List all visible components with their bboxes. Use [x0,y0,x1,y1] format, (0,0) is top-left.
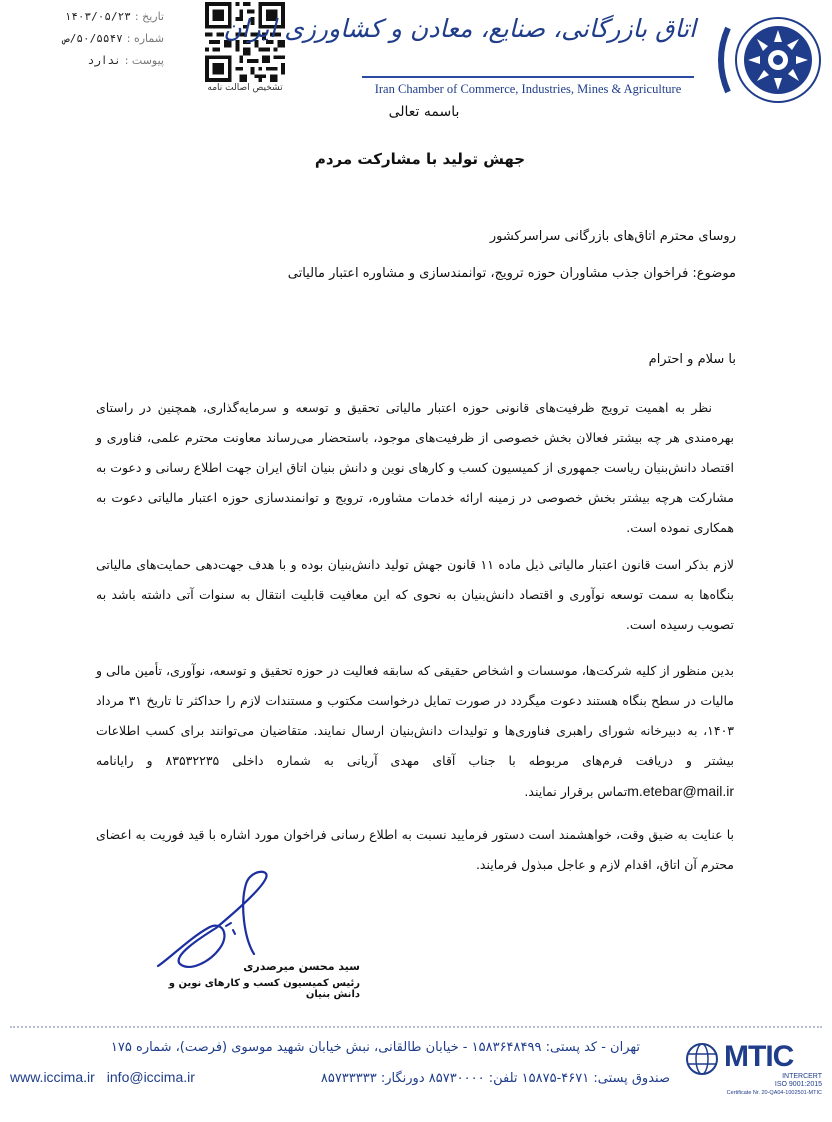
number-label: شماره : [126,32,164,45]
website-link[interactable]: www.iccima.ir [10,1069,95,1085]
contact-email-link[interactable]: m.etebar@mail.ir [627,783,734,799]
cert-line-3: Certificate Nr. 20-QA04-1002501-MTIC [726,1090,822,1096]
chamber-emblem-icon [706,10,824,110]
cert-line-2: ISO 9001:2015 [774,1081,822,1088]
paragraph-4: با عنایت به ضیق وقت، خواهشمند است دستور فرمایید نسبت به اطلاع رسانی فراخوان مورد اشاره با قید فوریت به اعضای محترم آن اتاق، اقدام لازم و عاجل مبذول فرمایند. [96,827,734,872]
mtic-logo: MTIC [724,1040,794,1073]
letter-meta [14,6,164,72]
chamber-name-fa: اتاق بازرگانی، صنایع، معادن و کشاورزی ایران [223,14,696,43]
signer-name: سید محسن میرصدری [243,960,360,973]
paragraph-3-tail: تماس برقرار نمایند. [524,784,628,799]
date-label: تاریخ : [134,10,164,23]
qr-caption: تشخیص اصالت نامه [207,83,283,93]
date-row [14,6,164,28]
cert-line-1: INTERCERT [782,1073,822,1080]
brand-divider [362,76,694,78]
addressee: روسای محترم اتاق‌های بازرگانی سراسرکشور [489,229,736,244]
paragraph-3-text: بدین منظور از کلیه شرکت‌ها، موسسات و اشخاص حقیقی که سابقه فعالیت در حوزه تحقیق و توسعه، نوآوری، تأمین مالی و مالیات در سطح بنگاه هستند دعوت میگردد در صورت تمایل درخواست مکتوب و مستندات لازم را حداکثر تا تاریخ ۳۱ مرداد ۱۴۰۳، به دبیرخانه شورای راهبری فناوری‌ها و تولیدات دانش‌بنیان ارسال نمایند. متقاضیان می‌توانند برای کسب اطلاعات بیشتر و دریافت فرم‌های مربوطه با جناب آقای مهدی آریانی به شماره داخلی ۸۳۵۳۲۲۳۵ و رایانامه [96,663,734,768]
paragraph-2: لازم بذکر است قانون اعتبار مالیاتی ذیل ماده ۱۱ قانون جهش تولید دانش‌بنیان بوده و با هدف جهت‌دهی حمایت‌های مالیاتی بنگاه‌ها به سمت توسعه نوآوری و اقتصاد دانش‌بنیان به نحوی که این معافیت قابلیت انتقال به سنوات آتی داشته باشد به تصویب رسیده است. [96,557,734,632]
attachment-row [14,50,164,72]
attachment-label: پیوست : [124,54,164,67]
footer-phone-numbers: صندوق پستی: ۴۶۷۱-۱۵۸۷۵ تلفن: ۸۵۷۳۰۰۰۰ دورنگار: ۸۵۷۳۳۳۳۳ [320,1071,670,1086]
globe-icon [682,1042,722,1076]
certification-badge [680,1040,824,1100]
slogan-title: جهش تولید با مشارکت مردم [314,150,526,168]
date-value: ۱۴۰۳/۰۵/۲۳ [64,10,131,23]
paragraph-3 [96,656,734,807]
attachment-value: ندارد [87,54,121,67]
footer-address: تهران - کد پستی: ۱۵۸۳۶۴۸۴۹۹ - خیابان طالقانی، نبش خیابان شهید موسوی (فرصت)، شماره ۱۷۵ [110,1040,640,1055]
subject-line: موضوع: فراخوان جذب مشاوران حوزه ترویج، توانمندسازی و مشاوره اعتبار مالیاتی [287,266,736,281]
footer-divider [10,1026,822,1028]
chamber-name-en: Iran Chamber of Commerce, Industries, Mines & Agriculture [374,82,682,96]
salutation: با سلام و احترام [648,352,736,367]
number-value: ۵۰/۵۵۴۷/ص [63,32,123,45]
number-row [14,28,164,50]
footer-email-link[interactable]: info@iccima.ir [106,1069,195,1085]
signer-title: رئیس کمیسیون کسب و کارهای نوین و دانش بنیان [168,978,360,1000]
paragraph-1: نظر به اهمیت ترویج ظرفیت‌های قانونی حوزه اعتبار مالیاتی تحقیق و توسعه و سرمایه‌گذاری، همچنین در راستای بهره‌مندی هر چه بیشتر فعالان بخش خصوصی از ظرفیت‌های موجود، باستحضار می‌رساند معاونت محترم علمی، فناوری و اقتصاد دانش‌بنیان ریاست جمهوری از کمیسیون کسب و کارهای نوین و دانش بنیان اتاق ایران جهت اطلاع رسانی و دعوت به مشارکت هرچه بیشتر بخش خصوصی در زمینه ارائه خدمات مشاوره، ترویج و توانمندسازی حوزه اعتبار مالیاتی دعوت به همکاری نموده است. [96,400,734,535]
invocation: باسمه تعالی [388,104,460,120]
footer-contact-line [10,1069,670,1086]
